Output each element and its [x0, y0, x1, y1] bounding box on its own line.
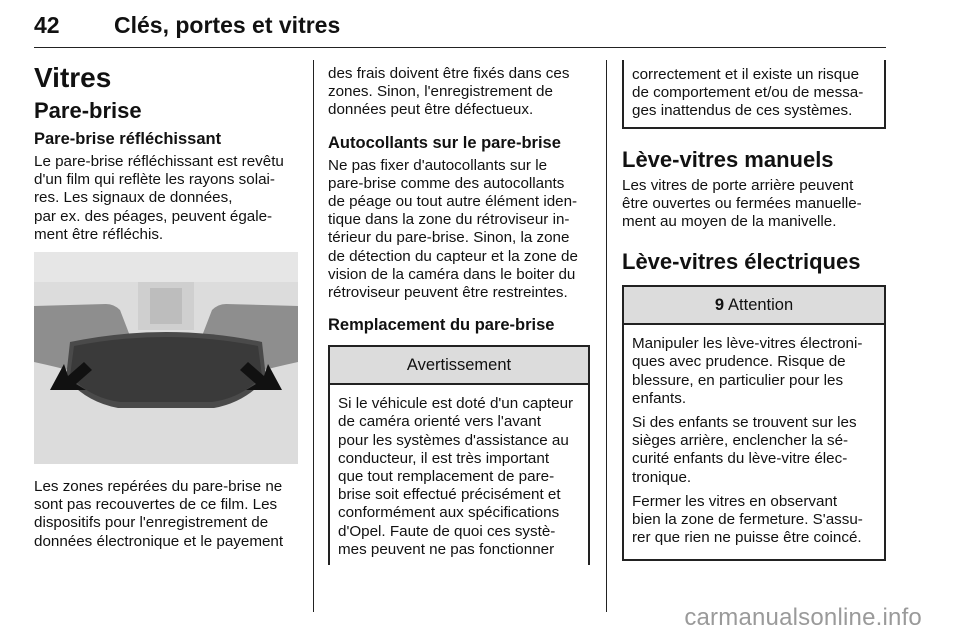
paragraph-stickers: Ne pas fixer d'autocollants sur le pare-brise comme des autocollants de péage ou tout autre élément iden- tique dans la zone du rétroviseur in- térieur du pare-brise. Sinon, la zone de détection du capteur et la zone de vision de la caméra dans le boiter du rétroviseur peuvent être restreintes. [328, 156, 578, 302]
paragraph-reflective-windshield: Le pare-brise réfléchissant est revêtu d'un film qui reflète les rayons solai- res. Les signaux de données, par ex. des péages, peuvent égale- ment être réfléchis. [34, 153, 284, 243]
paragraph-marked-zones: Les zones repérées du pare-brise ne sont pas recouvertes de ce film. Les dispositifs pour l'enregistrement de données électronique et le payement [34, 478, 284, 550]
column-divider-2 [606, 60, 607, 612]
warning-title: Avertissement [330, 347, 588, 385]
warning-box-continued: correctement et il existe un risque de comportement et/ou de messa- ges inattendus de ces systèmes. [622, 60, 886, 129]
column-3 [622, 62, 886, 561]
heading-leve-vitres-electriques: Lève-vitres électriques [622, 249, 861, 275]
attention-box [622, 285, 886, 561]
windshield-mirror-illustration [34, 252, 298, 464]
paragraph-manual-windows: Les vitres de porte arrière peuvent être ouvertes ou fermées manuelle- ment au moyen de la manivelle. [622, 176, 862, 231]
section-title-vitres: Vitres [34, 62, 112, 93]
attention-title-bar [624, 287, 884, 325]
warning-triangle-icon: 9 [714, 295, 725, 314]
warning-box [328, 345, 590, 565]
paragraph-continued: des frais doivent être fixés dans ces zones. Sinon, l'enregistrement de données peut être défectueux. [328, 65, 570, 119]
watermark: carmanualsonline.info [684, 604, 922, 631]
header-rule [34, 47, 886, 48]
heading-pare-brise: Pare-brise [34, 98, 142, 123]
attention-title: Attention [728, 295, 794, 314]
page-number: 42 [34, 12, 60, 38]
warning-body: Si le véhicule est doté d'un capteur de caméra orienté vers l'avant pour les systèmes d'assistance au conducteur, il est très important que tout remplacement de pare- brise soit effectué précisément et conformément aux spécifications d'Opel. Faute de quoi ces systè- mes peuvent ne pas fonctionner [338, 395, 574, 558]
heading-pare-brise-reflechissant: Pare-brise réfléchissant [34, 130, 222, 148]
heading-autocollants: Autocollants sur le pare-brise [328, 133, 561, 152]
column-1 [34, 62, 300, 551]
chapter-title: Clés, portes et vitres [114, 12, 341, 38]
column-divider-1 [313, 60, 314, 612]
page-header [34, 12, 886, 48]
column-2 [328, 62, 590, 565]
attention-body: Manipuler les lève-vitres électroni- ques avec prudence. Risque de blessure, en particulier pour les enfants. Si des enfants se trouvent sur les sièges arrière, enclencher la sé- curité enfants du lève-vitre élec- tronique. Fermer les vitres en observant bien la zone de fermeture. S'assu- rer que rien ne puisse être coincé. [632, 335, 863, 547]
heading-leve-vitres-manuels: Lève-vitres manuels [622, 146, 834, 172]
heading-remplacement: Remplacement du pare-brise [328, 316, 555, 335]
